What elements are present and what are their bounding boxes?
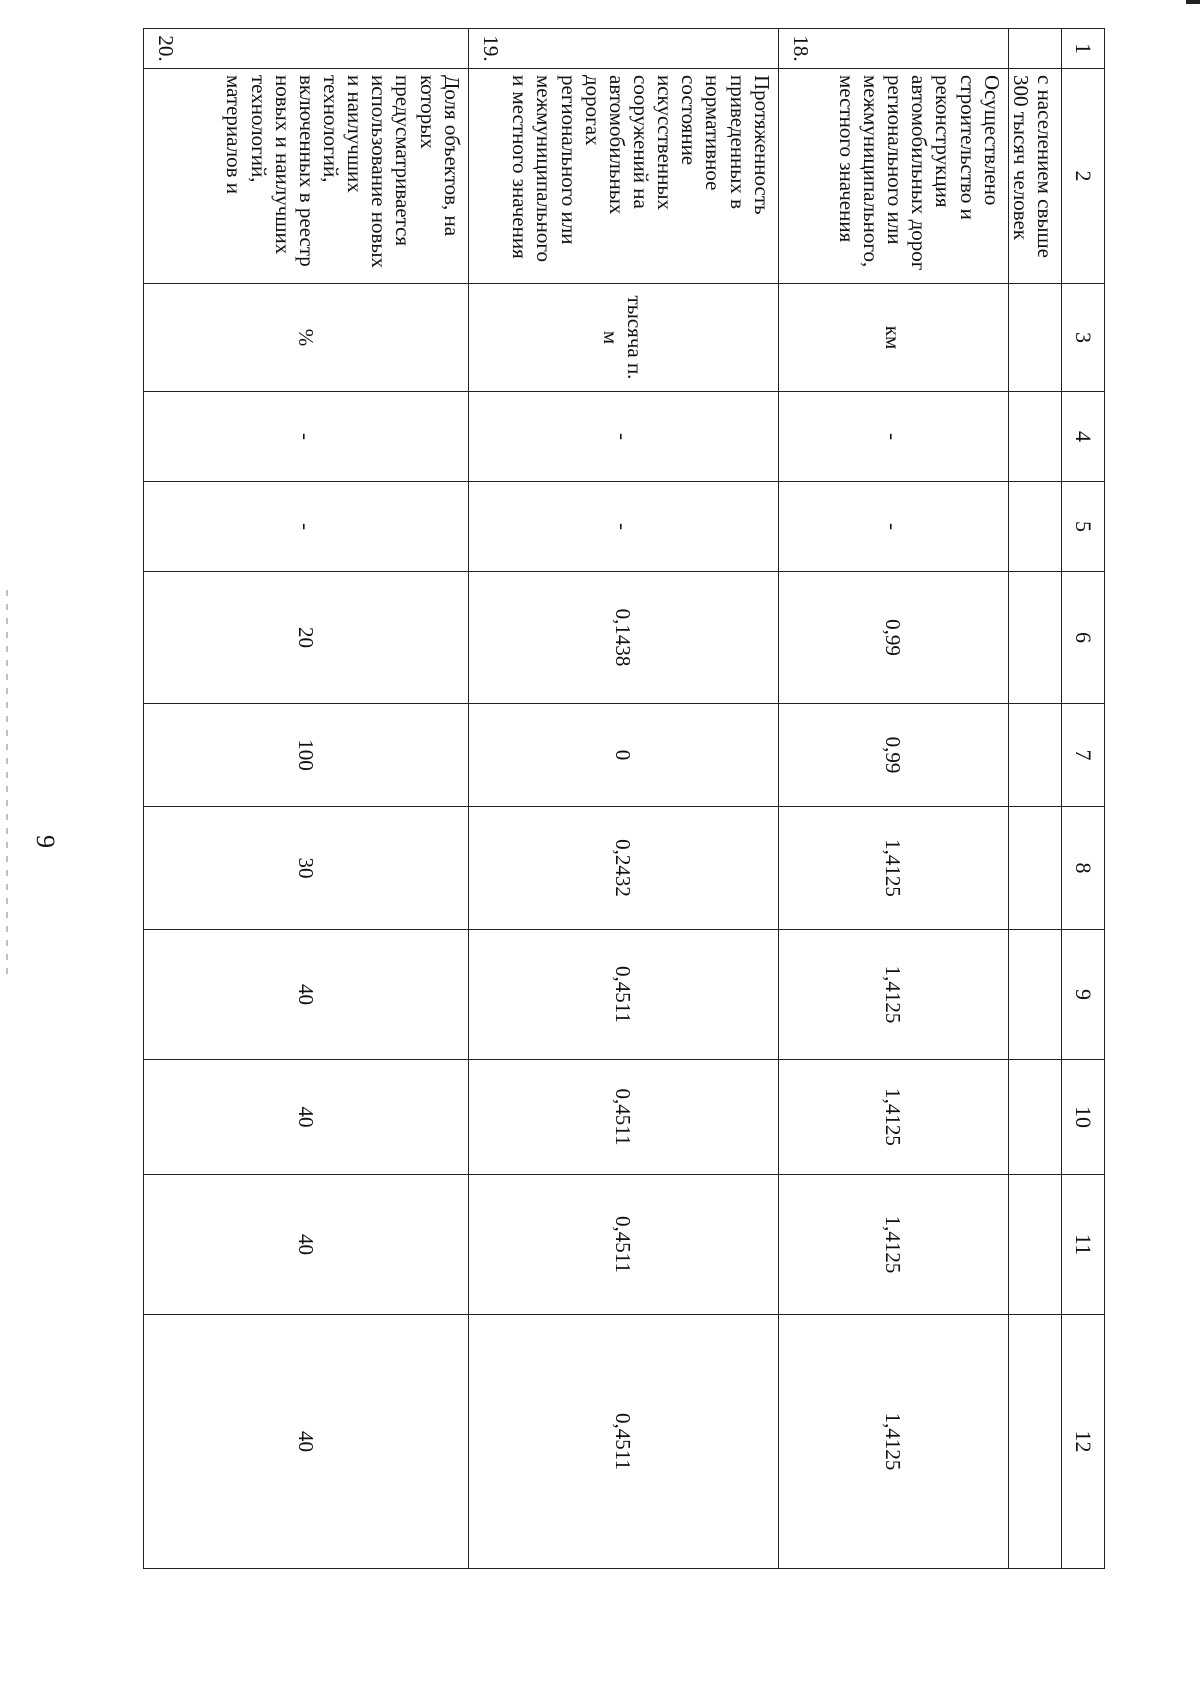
col-header-3: 3 xyxy=(1062,284,1105,392)
col-header-5: 5 xyxy=(1062,482,1105,572)
table-row xyxy=(143,29,468,1569)
col-header-11: 11 xyxy=(1062,1175,1105,1315)
col-header-6: 6 xyxy=(1062,572,1105,704)
row-number: 20. xyxy=(143,29,468,69)
value-col-7 xyxy=(1008,704,1061,807)
value-col-10: 40 xyxy=(143,1060,468,1175)
col-header-4: 4 xyxy=(1062,392,1105,482)
value-col-8: 0,2432 xyxy=(468,807,778,930)
row-number: 19. xyxy=(468,29,778,69)
col-header-12: 12 xyxy=(1062,1315,1105,1569)
value-col-4: - xyxy=(143,392,468,482)
unit: км xyxy=(778,284,1008,392)
unit: тысяча п. м xyxy=(468,284,778,392)
value-col-8: 1,4125 xyxy=(778,807,1008,930)
value-col-9: 0,4511 xyxy=(468,930,778,1060)
value-col-6: 20 xyxy=(143,572,468,704)
indicator-name: Доля объектов, на которых предусматривается использование новых и наилучших технологий, включенных в реестр новых и наилучших технологий, материалов и xyxy=(143,69,468,284)
value-col-11 xyxy=(1008,1175,1061,1315)
value-col-4: - xyxy=(778,392,1008,482)
indicators-table xyxy=(143,28,1105,1569)
col-header-9: 9 xyxy=(1062,930,1105,1060)
table-row xyxy=(1008,29,1061,1569)
value-col-7: 0,99 xyxy=(778,704,1008,807)
value-col-11: 40 xyxy=(143,1175,468,1315)
scan-corner-mark xyxy=(1186,0,1200,4)
row-number xyxy=(1008,29,1061,69)
value-col-5: - xyxy=(143,482,468,572)
value-col-5 xyxy=(1008,482,1061,572)
col-header-7: 7 xyxy=(1062,704,1105,807)
value-col-7: 100 xyxy=(143,704,468,807)
value-col-4 xyxy=(1008,392,1061,482)
value-col-8 xyxy=(1008,807,1061,930)
value-col-10: 0,4511 xyxy=(468,1060,778,1175)
value-col-5: - xyxy=(468,482,778,572)
row-number: 18. xyxy=(778,29,1008,69)
indicator-name: Протяженность приведенных в нормативное состояние искусственных сооружений на автомобильных дорогах регионального или межмуниципального и местного значения xyxy=(468,69,778,284)
value-col-6: 0,1438 xyxy=(468,572,778,704)
table-row xyxy=(778,29,1008,1569)
value-col-5: - xyxy=(778,482,1008,572)
value-col-6: 0,99 xyxy=(778,572,1008,704)
value-col-12 xyxy=(1008,1315,1061,1569)
scan-artifact-line xyxy=(6,590,8,980)
indicator-name: Осуществлено строительство и реконструкция автомобильных дорог регионального или межмуниципального, местного значения xyxy=(778,69,1008,284)
col-header-8: 8 xyxy=(1062,807,1105,930)
unit: % xyxy=(143,284,468,392)
col-header-2: 2 xyxy=(1062,69,1105,284)
col-header-1: 1 xyxy=(1062,29,1105,69)
rotated-table-sheet xyxy=(145,28,1105,1568)
value-col-9: 1,4125 xyxy=(778,930,1008,1060)
column-number-row xyxy=(1062,29,1105,1569)
page-number: 9 xyxy=(31,835,60,848)
value-col-4: - xyxy=(468,392,778,482)
value-col-12: 0,4511 xyxy=(468,1315,778,1569)
value-col-8: 30 xyxy=(143,807,468,930)
table-row xyxy=(468,29,778,1569)
col-header-10: 10 xyxy=(1062,1060,1105,1175)
value-col-9 xyxy=(1008,930,1061,1060)
unit xyxy=(1008,284,1061,392)
value-col-11: 1,4125 xyxy=(778,1175,1008,1315)
indicator-name: с населением свыше 300 тысяч человек xyxy=(1008,69,1061,284)
value-col-10: 1,4125 xyxy=(778,1060,1008,1175)
value-col-9: 40 xyxy=(143,930,468,1060)
value-col-10 xyxy=(1008,1060,1061,1175)
value-col-11: 0,4511 xyxy=(468,1175,778,1315)
value-col-6 xyxy=(1008,572,1061,704)
value-col-12: 40 xyxy=(143,1315,468,1569)
value-col-12: 1,4125 xyxy=(778,1315,1008,1569)
value-col-7: 0 xyxy=(468,704,778,807)
